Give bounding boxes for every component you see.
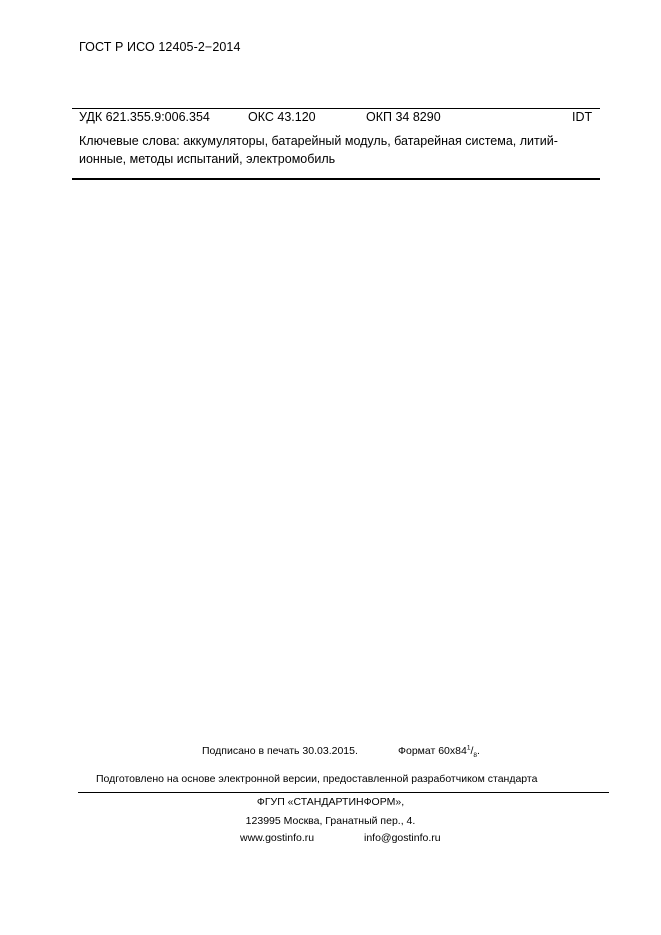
format-denominator: 8	[473, 752, 477, 760]
udk-code: УДК 621.355.9:006.354	[79, 110, 210, 124]
prepared-note: Подготовлено на основе электронной версии, предоставленной разработчиком стандарта	[96, 773, 538, 785]
format-suffix: .	[477, 745, 480, 757]
format-numerator: 1	[466, 744, 471, 752]
keywords-text: Ключевые слова: аккумуляторы, батарейный модуль, батарейная система, литий-ионные, методы испытаний, электромобиль	[79, 134, 558, 166]
classification-bottom-rule	[72, 178, 600, 180]
paper-format	[398, 744, 480, 760]
signed-for-print: Подписано в печать 30.03.2015.	[202, 745, 358, 757]
oks-code: ОКС 43.120	[248, 110, 316, 124]
classification-top-rule	[72, 108, 600, 109]
publisher-name: ФГУП «СТАНДАРТИНФОРМ»,	[256, 796, 405, 808]
publisher-website[interactable]: www.gostinfo.ru	[240, 832, 315, 844]
imprint-rule	[78, 792, 609, 793]
format-slash: /	[470, 745, 474, 757]
equivalence-degree: IDT	[572, 110, 593, 124]
publisher-address: 123995 Москва, Гранатный пер., 4.	[245, 815, 416, 827]
publisher-email[interactable]: info@gostinfo.ru	[364, 832, 441, 844]
okp-code: ОКП 34 8290	[366, 110, 441, 124]
document-designation: ГОСТ Р ИСО 12405-2−2014	[79, 40, 241, 54]
format-prefix: Формат 60x84	[398, 745, 467, 757]
